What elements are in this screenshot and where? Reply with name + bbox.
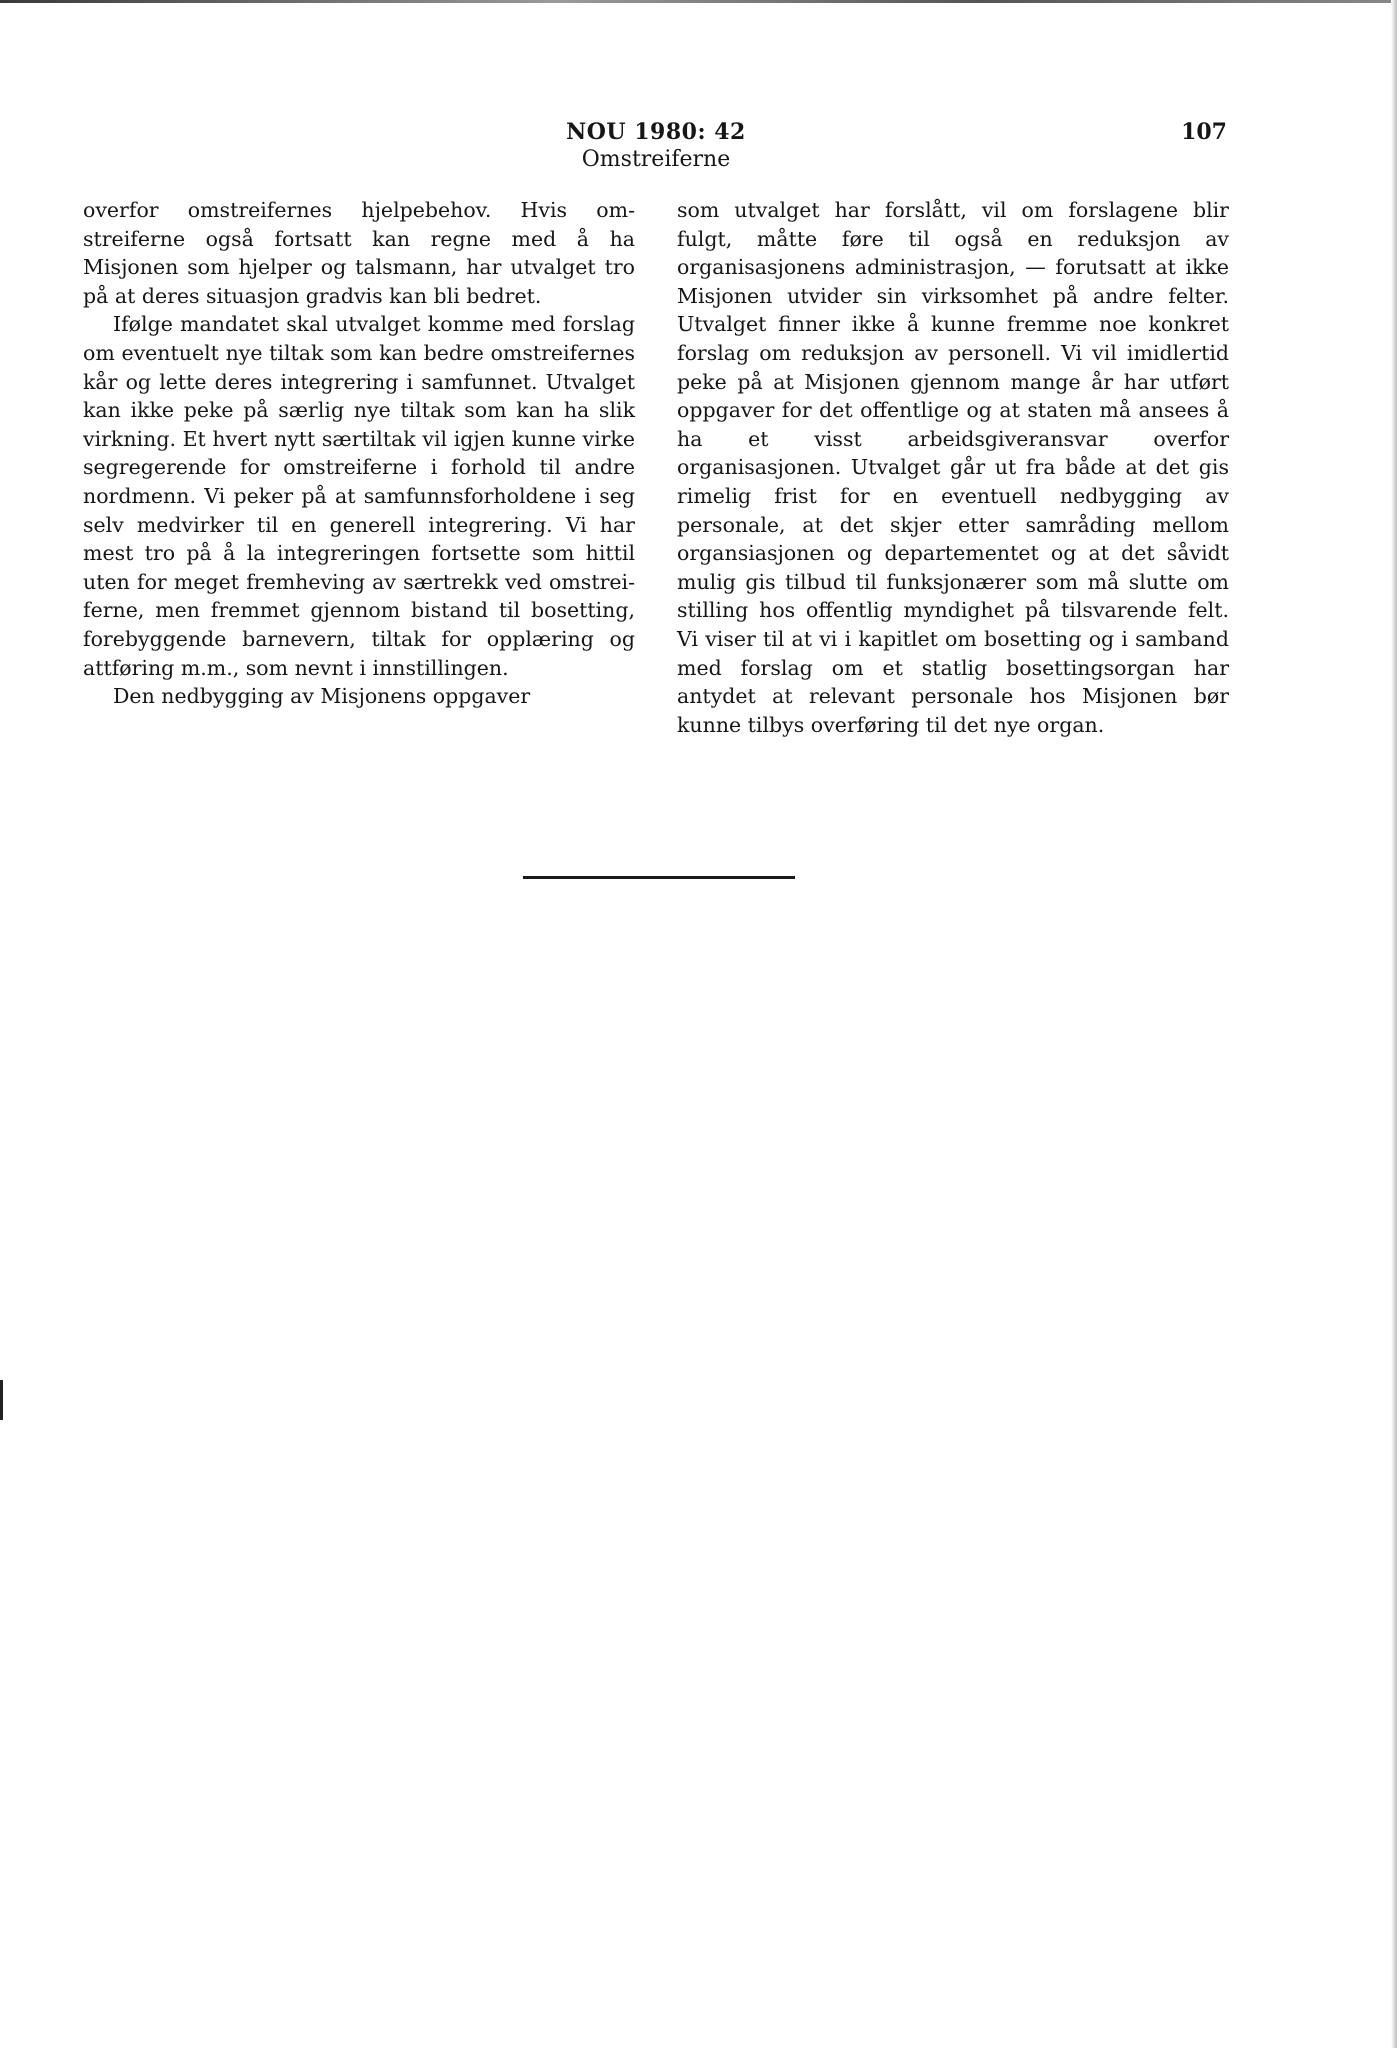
scan-edge-top	[0, 0, 1397, 3]
report-id: NOU 1980: 42	[566, 119, 746, 145]
page-header	[85, 118, 1227, 178]
right-column	[677, 196, 1229, 739]
paragraph: Den nedbygging av Misjonens oppgaver	[113, 684, 531, 709]
paragraph: som utvalget har forslått, vil om forslagene blir fulgt, måtte føre til også en reduksjon av organisasjonens administrasjon, — forutsatt at ikke Misjonen utvider sin virksomhet på andre felter. Utvalget finner ikke å kunne fremme noe konkret forslag om reduksjon av personell. Vi vil imidlertid peke på at Misjonen gjennom mange år har utført oppgaver for det offentlige og at staten må ansees å ha et visst arbeidsgiveransvar overfor organisasjonen. Utvalget går ut fra både at det gis rimelig frist for en eventuell nedbygging av personale, at det skjer etter samråding mellom organsiasjonen og departementet og at det såvidt mulig gis tilbud til funksjonærer som må slutte om stilling hos offentlig myndighet på tilsvarende felt. Vi viser til at vi i kapitlet om bosetting og i samband med forslag om et statlig bosettingsorgan har antydet at relevant personale hos Misjonen bør kunne tilbys overføring til det nye organ.	[677, 198, 1229, 737]
end-rule	[523, 876, 795, 879]
left-column	[83, 196, 635, 711]
paragraph: Ifølge mandatet skal utvalget komme med forslag om eventuelt nye tiltak som kan bedre omstreifernes kår og lette deres integrering i samfunnet. Utvalget kan ikke peke på særlig nye tiltak som kan ha slik virkning. Et hvert nytt særtiltak vil igjen kunne virke segregerende for omstreiferne i forhold til andre nordmenn. Vi peker på at samfunnsforholdene i seg selv medvirker til en generell integrering. Vi har mest tro på å la integreringen fortsette som hittil uten for meget fremheving av særtrekk ved omstreiferne, men fremmet gjennom bistand til bosetting, forebyggende barnevern, tiltak for opplæring og attføring m.m., som nevnt i innstillingen.	[83, 312, 635, 680]
scan-edge-right	[1391, 0, 1397, 2048]
paragraph: overfor omstreifernes hjelpebehov. Hvis omstreiferne også fortsatt kan regne med å ha Misjonen som hjelper og talsmann, har utvalget tro på at deres situasjon gradvis kan bli bedret.	[83, 198, 635, 308]
running-head	[85, 118, 1227, 174]
scan-mark-left	[0, 1380, 3, 1420]
page-number: 107	[1181, 119, 1227, 145]
report-subject: Omstreiferne	[581, 147, 731, 172]
